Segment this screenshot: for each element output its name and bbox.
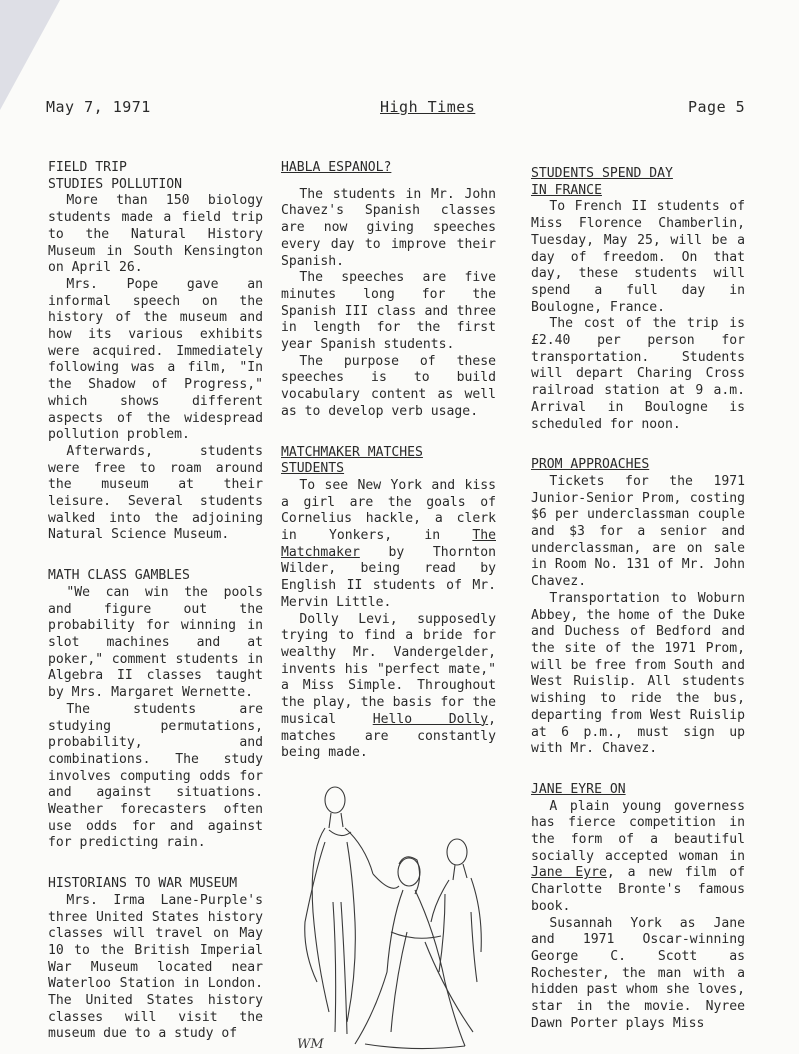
paragraph [531,799,745,916]
paragraph: The speeches are five minutes long for the Spanish III class and three in length for the first year Spanish students. [281,270,496,353]
paragraph: To French II students of Miss Florence Chamberlin, Tuesday, May 25, will be a day of freedom. On that day, these students will spend a full day in Boulogne, France. [531,199,745,315]
headline-line-2: STUDENTS [281,461,345,477]
title-hello-dolly: Hello Dolly [372,711,489,727]
text-run: , a new film of Charlotte Bronte's famous book. [531,865,746,914]
title-the-matchmaker: The Matchmaker [281,528,496,560]
text-run: , matches are constantly being made. [281,711,496,761]
text-run: A plain young governess has fierce competition in the form of a beautiful socially accepted woman in [531,798,745,864]
article-field-trip [48,160,263,544]
headline: HABLA ESPANOL? [281,160,392,175]
headline: PROM APPROACHES [531,457,650,473]
headline: MATCHMAKER MATCHES [281,444,423,460]
page-number: Page 5 [688,98,746,116]
headline: HISTORIANS TO WAR MUSEUM [48,876,238,892]
issue-date: May 7, 1971 [46,98,151,116]
text-run: To see New York and kiss a girl are the goals of Cornelius hackle, a clerk in Yonkers, in [281,477,496,544]
paragraph [281,478,496,612]
headline: MATH CLASS GAMBLES [48,568,190,584]
paragraph: Afterwards, students were free to roam around the museum at their leisure. Several students walked into the adjoining Natural Science Museum. [48,443,263,543]
paragraph: More than 150 biology students made a field trip to the Natural History Museum in South Kensington on April 26. [48,193,263,276]
paragraph: Mrs. Pope gave an informal speech on the history of the museum and how its various exhibits were acquired. Immediately following was a film, "In the Shadow of Progress," which shows different aspects of the widespread pollution problem. [48,276,263,443]
newspaper-title: High Times [380,98,476,116]
paragraph [281,612,496,762]
article-matchmaker [281,445,496,762]
article-math-class [48,568,263,852]
headline: STUDENTS SPEND DAY [531,166,673,181]
headline-line-2: STUDIES POLLUTION [48,176,183,192]
dancing-couples-sketch [295,782,495,1054]
paragraph: Susannah York as Jane and 1971 Oscar-winning George C. Scott as Rochester, the man with a hidden past whom she loves, star in the movie. Nyree Dawn Porter plays Miss [531,915,745,1031]
article-habla-espanol [281,160,496,421]
column-2 [281,160,496,1054]
page-corner-fold [0,0,60,110]
headline-line-2: IN FRANCE [531,182,602,198]
title-jane-eyre: Jane Eyre [531,865,607,881]
paragraph: "We can win the pools and figure out the probability for winning in slot machines and at poker," comment students in Algebra II classes taught by Mrs. Margaret Wernette. [48,584,263,701]
headline: JANE EYRE ON [531,781,626,797]
column-3 [531,166,745,1032]
paragraph: The purpose of these speeches is to build vocabulary content as well as to develop verb usage. [281,353,496,419]
text-run: by Thornton Wilder, being read by English II students of Mr. Mervin Little. [281,544,496,610]
text-run: Dolly Levi, supposedly trying to find a bride for wealthy Mr. Vandergelder, invents his "perfect mate," a Miss Simple. Throughout the play, the basis for the musical [281,611,496,727]
headline: FIELD TRIP [48,160,127,175]
article-france [531,166,745,433]
paragraph: Tickets for the 1971 Junior-Senior Prom, costing $6 per underclassman couple and $3 for a senior and underclassman, are on sale in Room No. 131 of Mr. John Chavez. [531,473,745,590]
article-jane-eyre [531,782,745,1033]
article-war-museum [48,876,263,1043]
paragraph: Mrs. Irma Lane-Purple's three United States history classes will travel on May 10 to the British Imperial War Museum located near Waterloo Station in London. The United States history classes will visit the museum due to a study of [48,892,263,1042]
paragraph: The cost of the trip is £2.40 per person for transportation. Students will depart Charing Cross railroad station at 9 a.m. Arrival in Boulogne is scheduled for noon. [531,316,745,432]
column-1 [48,160,263,1043]
paragraph: The students are studying permutations, probability, and combinations. The study involves computing odds for and against situations. Weather forecasters often use odds for and against for predicting rain. [48,701,263,851]
paragraph: Transportation to Woburn Abbey, the home of the Duke and Duchess of Bedford and the site of the 1971 Prom, will be free from South and West Ruislip. All students wishing to ride the bus, departing from West Ruislip at 6 p.m., must sign up with Mr. Chavez. [531,590,745,757]
article-prom [531,457,745,758]
sketch-signature: WM [297,1036,324,1052]
paragraph: The students in Mr. John Chavez's Spanish classes are now giving speeches every day to improve their Spanish. [281,186,496,269]
